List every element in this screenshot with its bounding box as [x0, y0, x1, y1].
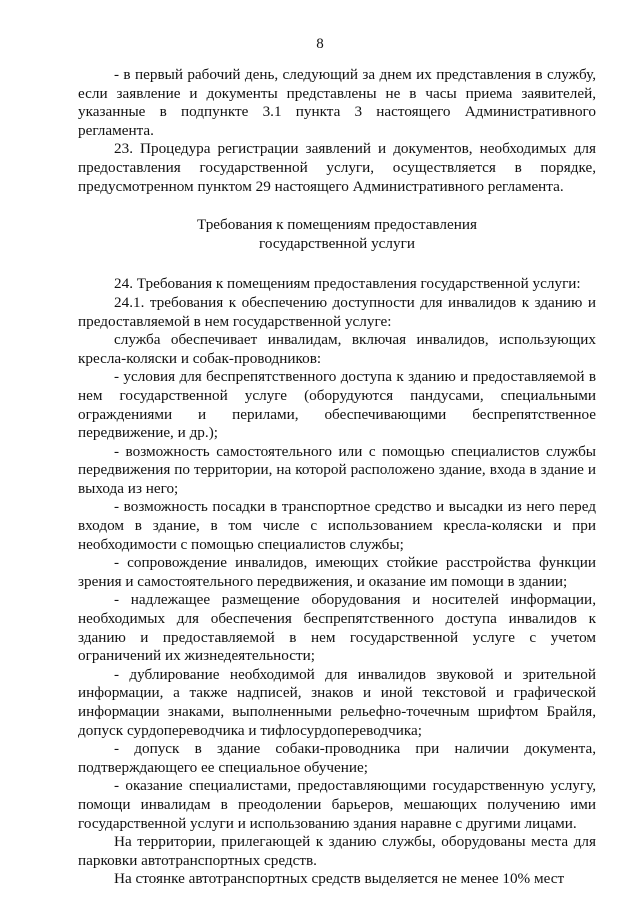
section-heading-line-2: государственной услуги — [259, 234, 415, 252]
paragraph-23: 23. Процедура регистрации заявлений и документов, необходимых для предоставления государственной услуги, осуществляется в порядке, предусмотренном пунктом 29 настоящего Административного регламента. — [78, 140, 596, 195]
list-item-access-conditions: - условия для беспрепятственного доступа к зданию и предоставляемой в нем государственной услуге (оборудуются пандусами, специальными ограждениями и перилами, обеспечивающими беспрепятственное передвижение, и др.); — [78, 368, 596, 442]
document-body — [78, 66, 596, 889]
paragraph-24: 24. Требования к помещениям предоставления государственной услуги: — [114, 275, 581, 293]
paragraph-first-working-day: - в первый рабочий день, следующий за днем их представления в службу, если заявление и документы представлены не в часы приема заявителей, указанные в подпункте 3.1 пункта 3 настоящего Административного регламента. — [78, 66, 596, 139]
list-item-guide-dog: - допуск в здание собаки-проводника при наличии документа, подтверждающего ее специальное обучение; — [78, 740, 596, 776]
paragraph-24-1: 24.1. требования к обеспечению доступности для инвалидов к зданию и предоставляемой в нем государственной услуге: — [78, 293, 596, 330]
paragraph-parking-spaces: На стоянке автотранспортных средств выделяется не менее 10% мест — [114, 870, 565, 888]
paragraph-parking: На территории, прилегающей к зданию службы, оборудованы места для парковки автотранспортных средств. — [78, 833, 596, 869]
list-item-accompaniment: - сопровождение инвалидов, имеющих стойкие расстройства функции зрения и самостоятельного передвижения, и оказание им помощи в здании; — [78, 554, 596, 590]
list-item-equipment-placement: - надлежащее размещение оборудования и носителей информации, необходимых для обеспечения беспрепятственного доступа инвалидов к зданию и предоставляемой в нем государственной услуге с учетом ограничений их жизнедеятельности; — [78, 591, 596, 665]
list-item-movement: - возможность самостоятельного или с помощью специалистов службы передвижения по территории, на которой расположено здание, входа в здание и выхода из него; — [78, 442, 596, 497]
section-heading — [78, 216, 596, 253]
section-heading-line-1: Требования к помещениям предоставления — [197, 216, 477, 234]
list-item-information-duplication: - дублирование необходимой для инвалидов звуковой и зрительной информации, а также надписей, знаков и иной текстовой и графической информации знаками, выполненными рельефно-точечным шрифтом Брайля, допуск сурдопереводчика и тифлосурдопереводчика; — [78, 665, 596, 739]
paragraph-service-provides: служба обеспечивает инвалидам, включая инвалидов, использующих кресла-коляски и собак-проводников: — [78, 331, 596, 367]
list-item-assistance: - оказание специалистами, предоставляющими государственную услугу, помощи инвалидам в преодолении барьеров, мешающих получению ими государственной услуги и использованию здания наравне с другими лицами. — [78, 777, 596, 832]
list-item-boarding: - возможность посадки в транспортное средство и высадки из него перед входом в здание, в том числе с использованием кресла-коляски и при необходимости с помощью специалистов службы; — [78, 498, 596, 553]
page-number: 8 — [316, 36, 324, 52]
